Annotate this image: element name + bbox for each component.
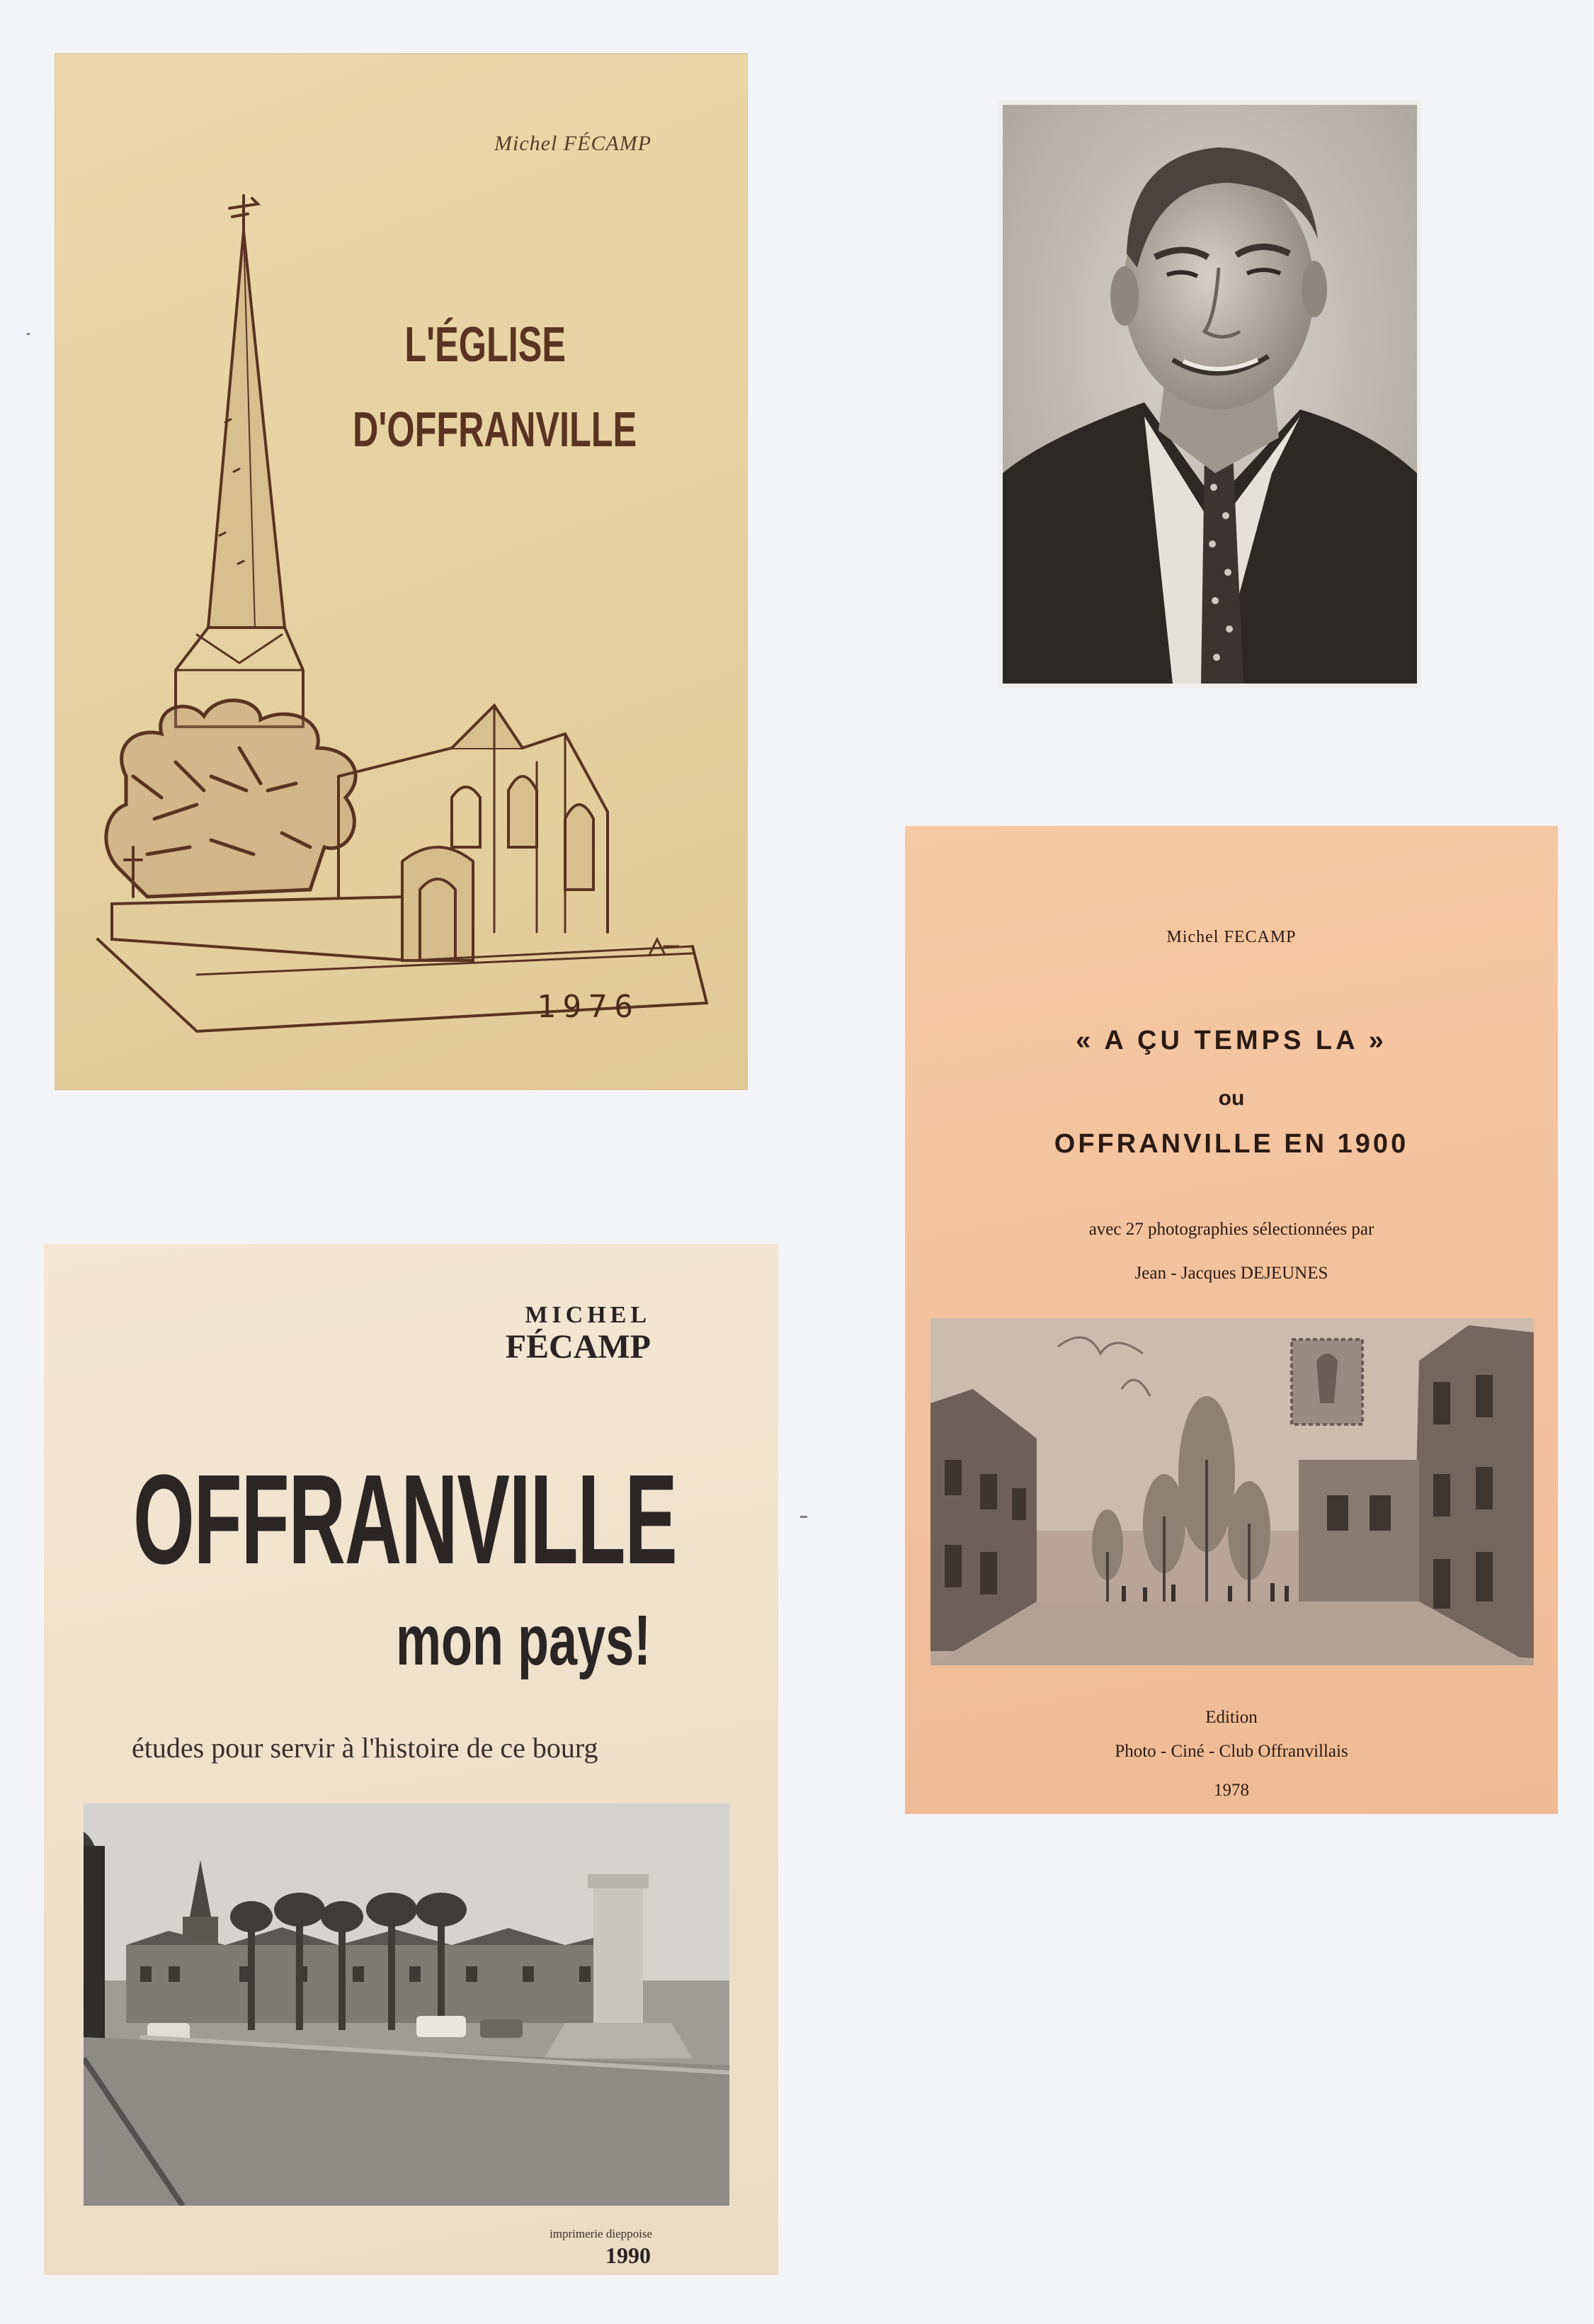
book-title-line-2: ou [1218,1087,1245,1110]
book-title-line-1: L'ÉGLISE [404,317,567,372]
book-tagline: études pour servir à l'histoire de ce bourg [132,1732,598,1764]
book-title: OFFRANVILLE [133,1449,677,1591]
book-year: 1990 [605,2243,651,2268]
book-subtitle-line-1: avec 27 photographies sélectionnées par [1088,1220,1374,1239]
book-title [353,302,637,472]
town-square-photo [84,1803,729,2206]
speck [27,333,30,335]
book-subtitle: mon pays! [395,1601,651,1680]
book-cover-temps [905,826,1558,1814]
book-author: Michel FÉCAMP [494,132,652,155]
book-author-last: FÉCAMP [505,1328,651,1366]
book-title-line-1: « A ÇU TEMPS LA » [1076,1026,1387,1055]
book-year: 1976 [537,989,640,1025]
author-portrait-photo [998,101,1421,688]
book-edition-line-1: Edition [1205,1708,1258,1727]
book-title-line-2: D'OFFRANVILLE [353,402,637,457]
book-cover-eglise [55,54,747,1089]
book-title-line-3: OFFRANVILLE EN 1900 [1054,1129,1409,1159]
portrait-image [1003,105,1417,684]
book-printer: imprimerie dieppoise [550,2227,652,2240]
speck [800,1516,807,1518]
church-drawing [69,139,735,1045]
book-edition-line-2: Photo - Ciné - Club Offranvillais [1115,1742,1348,1761]
book-author: Michel FECAMP [1166,928,1297,946]
book-year: 1978 [1214,1781,1249,1800]
book-subtitle-line-2: Jean - Jacques DEJEUNES [1134,1264,1328,1283]
book-author-first: MICHEL [525,1302,651,1328]
old-street-postcard [930,1318,1534,1665]
book-cover-pays [44,1244,778,2275]
